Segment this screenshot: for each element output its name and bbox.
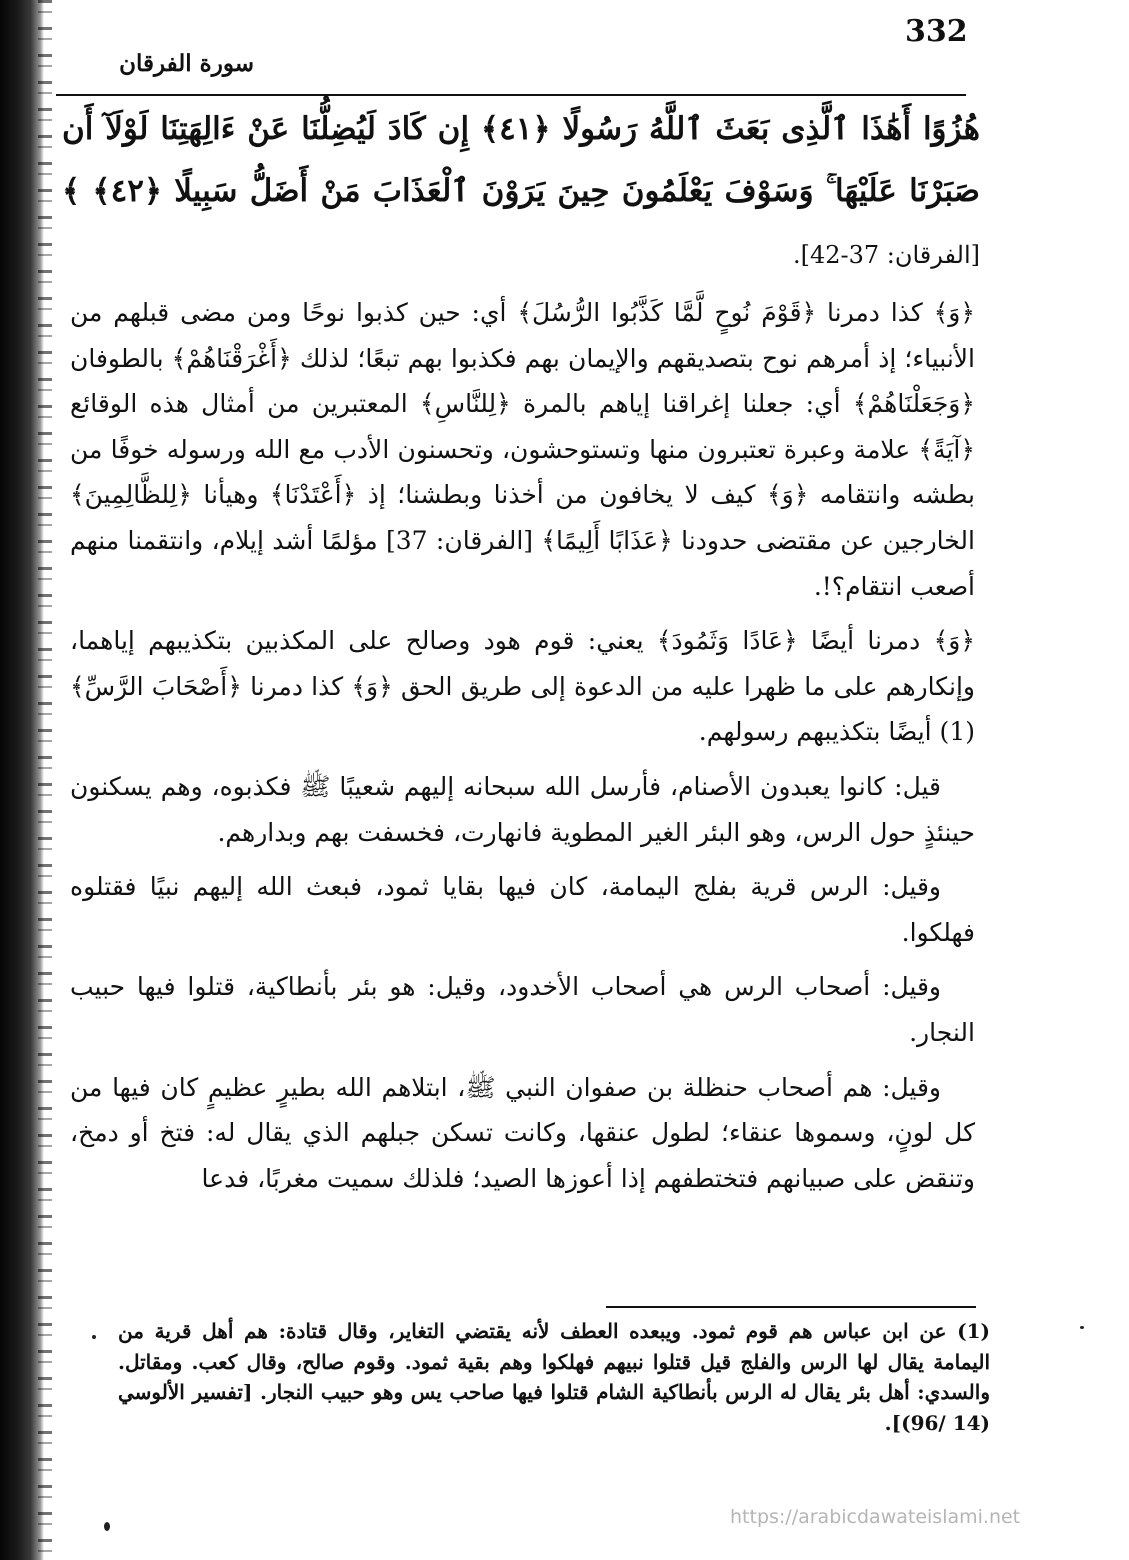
commentary-paragraph: وقيل: هم أصحاب حنظلة بن صفوان النبي ﷺ، ابتلاهم الله بطيرٍ عظيمٍ كان فيها من كل لونٍ، وسموها عنقاء؛ لطول عنقها، وكانت تسكن جبلهم الذي يقال له: فتخ أو دمخ، وتنقض على صبيانهم فتختطفهم إذا أعوزها الصيد؛ فلذلك سميت مغربًا، فدعا [70,1072,975,1193]
verse-reference: [الفرقان: 37-42]. [792,241,980,269]
surah-title: سورة الفرقان [119,50,254,77]
commentary-paragraph: وقيل: أصحاب الرس هي أصحاب الأخدود، وقيل: هو بئر بأنطاكية، قتلوا فيها حبيب النجار. [70,972,975,1047]
commentary-body [70,290,975,1210]
scan-speck [1080,1326,1084,1329]
quran-verse-text: هُزُوًا أَهَٰذَا ٱلَّذِى بَعَثَ ٱللَّهُ رَسُولًا ﴿٤١﴾ إِن كَادَ لَيُضِلُّنَا عَنْ ءَالِهَتِنَا لَوْلَآ أَن صَبَرْنَا عَلَيْهَا ۚ وَسَوْفَ يَعْلَمُونَ حِينَ يَرَوْنَ ٱلْعَذَابَ مَنْ أَضَلُّ سَبِيلًا ﴿٤٢﴾ ﴾ [62,111,981,209]
header-divider [56,94,966,96]
scan-binding-noise [38,0,52,1560]
commentary-paragraph: ﴿وَ﴾ كذا دمرنا ﴿قَوْمَ نُوحٍ لَّمَّا كَذَّبُوا الرُّسُلَ﴾ أي: حين كذبوا نوحًا ومن مضى قبلهم من الأنبياء؛ إذ أمرهم نوح بتصديقهم والإيمان بهم فكذبوا بهم تبعًا؛ لذلك ﴿أَغْرَقْنَاهُمْ﴾ بالطوفان ﴿وَجَعَلْنَاهُمْ﴾ أي: جعلنا إغراقنا إياهم بالمرة ﴿لِلنَّاسِ﴾ المعتبرين من أمثال هذه الوقائع ﴿آيَةً﴾ علامة وعبرة تعتبرون منها وتستوحشون، وتحسنون الأدب مع الله ورسوله خوفًا من بطشه وانتقامه ﴿وَ﴾ كيف لا يخافون من أخذنا وبطشنا؛ إذ ﴿أَعْتَدْنَا﴾ وهيأنا ﴿لِلظَّالِمِينَ﴾ الخارجين عن مقتضى حدودنا ﴿عَذَابًا أَلِيمًا﴾ [الفرقان: 37] مؤلمًا أشد إيلام، وانتقمنا منهم أصعب انتقام؟!. [70,298,976,601]
page-number: 332 [905,14,968,49]
watermark-url: https://arabicdawateislami.net [730,1506,1021,1528]
commentary-paragraph: وقيل: الرس قرية بفلج اليمامة، كان فيها بقايا ثمود، فبعث الله إليهم نبيًا فقتلوه فهلكوا. [70,872,975,947]
quran-verse-block [62,98,980,286]
commentary-paragraph: قيل: كانوا يعبدون الأصنام، فأرسل الله سبحانه إليهم شعيبًا ﷺ فكذبوه، وهم يسكنون حينئذٍ حول الرس، وهو البئر الغير المطوية فانهارت، فخسفت بهم وبدارهم. [70,771,975,847]
scan-speck [104,1522,110,1531]
footnote-divider [606,1306,976,1308]
scan-speck [92,1335,96,1339]
footnote: (1) عن ابن عباس هم قوم ثمود. ويبعده العطف لأنه يقتضي التغاير، وقال قتادة: هم أهل قرية من اليمامة يقال لها الرس والفلج قيل قتلوا نبيهم فهلكوا وهم بقية ثمود. وقوم صالح، وقال كعب. ومقاتل. والسدي: أهل بئر يقال له الرس بأنطاكية الشام قتلوا فيها صاحب يس وهو حبيب النجار. [تفسير الألوسي (14 /96)]. [118,1319,990,1435]
commentary-paragraph: ﴿وَ﴾ دمرنا أيضًا ﴿عَادًا وَثَمُودَ﴾ يعني: قوم هود وصالح على المكذبين بتكذيبهم إياهما، وإنكارهم على ما ظهرا عليه من الدعوة إلى طريق الحق ﴿وَ﴾ كذا دمرنا ﴿أَصْحَابَ الرَّسِّ﴾(1) أيضًا بتكذيبهم رسولهم. [70,626,975,747]
